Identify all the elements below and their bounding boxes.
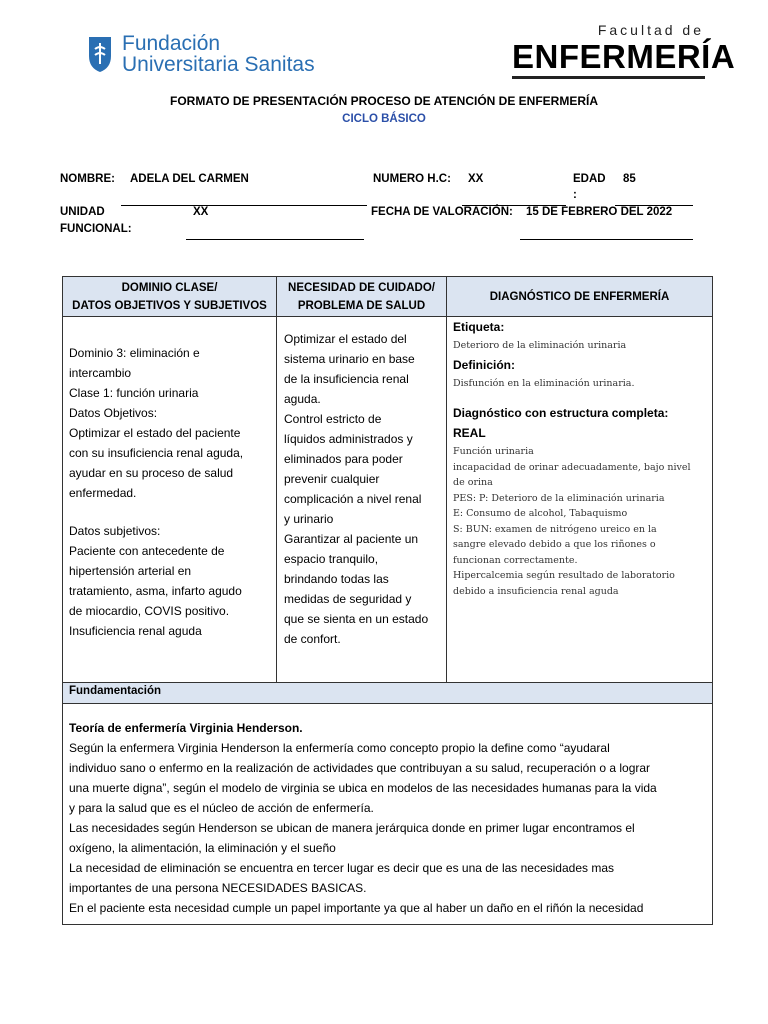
fundamentacion-body [63, 704, 713, 925]
fundamentacion-line: oxígeno, la alimentación, la eliminación y el sueño [69, 841, 336, 855]
fecha-value: 15 DE FEBRERO DEL 2022 [526, 206, 673, 218]
definicion-label: Definición: [453, 357, 515, 372]
header-dominio-line2: DATOS OBJETIVOS Y SUBJETIVOS [72, 299, 267, 312]
necesidad-line: sistema urinario en base [284, 352, 415, 366]
dominio-line: enfermedad. [69, 486, 137, 500]
fundamentacion-header-row [63, 683, 713, 704]
unidad-label-line1: UNIDAD [60, 206, 105, 218]
cell-dominio [63, 317, 277, 683]
dominio-line: Insuficiencia renal aguda [69, 624, 202, 638]
fundamentacion-line: una muerte digna”, según el modelo de virginia se ubica en modelos de las necesidades humanas para la vida [69, 781, 657, 795]
facultad-line2: ENFERMERÍA [512, 38, 736, 75]
diagnostico-line: de orina [453, 477, 493, 488]
dominio-line: Clase 1: función urinaria [69, 386, 199, 400]
fundamentacion-line: En el paciente esta necesidad cumple un papel importante ya que al haber un daño en el riñón la necesidad [69, 901, 644, 915]
necesidad-line: eliminados para poder [284, 452, 403, 466]
fundamentacion-line: Teoría de enfermería Virginia Henderson. [69, 721, 303, 735]
document-title: FORMATO DE PRESENTACIÓN PROCESO DE ATENCIÓN DE ENFERMERÍA [169, 94, 599, 108]
diagnostico-line: Función urinaria [453, 446, 534, 457]
necesidad-line: y urinario [284, 512, 334, 526]
nombre-value: ADELA DEL CARMEN [130, 173, 249, 185]
necesidad-line: brindando todas las [284, 572, 389, 586]
diagnostico-line: incapacidad de orinar adecuadamente, bajo nivel [453, 461, 691, 473]
necesidad-line: aguda. [284, 392, 321, 406]
etiqueta-label: Etiqueta: [453, 320, 505, 334]
header-diagnostico: DIAGNÓSTICO DE ENFERMERÍA [447, 277, 713, 317]
header-necesidad-line1: NECESIDAD DE CUIDADO/ [288, 281, 435, 294]
fundamentacion-line: La necesidad de eliminación se encuentra en tercer lugar es decir que es una de las necesidades mas [69, 861, 615, 875]
unidad-value: XX [193, 206, 209, 218]
header-necesidad-line2: PROBLEMA DE SALUD [297, 299, 426, 312]
edad-label: EDAD [573, 173, 606, 185]
spacer [69, 503, 272, 521]
care-plan-table [62, 276, 713, 925]
fundamentacion-body-row [63, 704, 713, 925]
diagnostico-line: funcionan correctamente. [453, 554, 578, 566]
fundamentacion-line: individuo sano o enfermo en la realización de actividades que contribuyan a su salud, recuperación o a lograr [69, 761, 651, 775]
facultad-line1: Facultad de [597, 22, 704, 38]
dominio-line: tratamiento, asma, infarto agudo [69, 584, 242, 598]
dominio-line: ayudar en su proceso de salud [69, 466, 234, 480]
necesidad-line: Optimizar el estado del [284, 332, 407, 346]
diagnostico-tipo: REAL [453, 426, 486, 440]
necesidad-line: Control estricto de [284, 412, 382, 426]
fundamentacion-line: y para la salud que es el núcleo de acción de enfermería. [69, 801, 374, 815]
header-necesidad [277, 277, 447, 317]
necesidad-line: espacio tranquilo, [284, 552, 379, 566]
diagnostico-line: PES: P: Deterioro de la eliminación urinaria [453, 492, 665, 504]
table-body-row [63, 317, 713, 683]
edad-colon: : [573, 189, 577, 201]
estructura-label: Diagnóstico con estructura completa: [453, 406, 669, 420]
diagnostico-line: sangre elevado debido a que los riñones o [453, 539, 656, 550]
unidad-label-line2: FUNCIONAL: [60, 223, 132, 235]
nombre-label: NOMBRE: [60, 173, 115, 185]
fundacion-logo [84, 30, 344, 80]
fundacion-line2: Universitaria Sanitas [122, 53, 315, 76]
etiqueta-value: Deterioro de la eliminación urinaria [453, 340, 627, 351]
necesidad-line: complicación a nivel renal [284, 492, 422, 506]
cell-diagnostico [447, 317, 713, 683]
diagnostico-line: debido a insuficiencia renal aguda [453, 585, 619, 597]
fundamentacion-line: Las necesidades según Henderson se ubican de manera jerárquica donde en primer lugar encontramos el [69, 821, 635, 835]
definicion-value: Disfunción en la eliminación urinaria. [453, 377, 635, 389]
cell-necesidad [277, 317, 447, 683]
fundamentacion-header: Fundamentación [63, 683, 713, 704]
fundamentacion-line: importantes de una persona NECESIDADES BASICAS. [69, 881, 367, 895]
dominio-line: intercambio [69, 366, 132, 380]
facultad-logo [512, 22, 736, 82]
hc-label: NUMERO H.C: [373, 173, 451, 185]
document-subtitle: CICLO BÁSICO [342, 113, 426, 125]
necesidad-line: medidas de seguridad y [284, 592, 412, 606]
nombre-underline [121, 205, 367, 206]
necesidad-line: de la insuficiencia renal [284, 372, 409, 386]
hc-value: XX [468, 173, 484, 185]
necesidad-line: que se sienta en un estado [284, 612, 429, 626]
fecha-underline [520, 239, 693, 240]
edad-value: 85 [623, 173, 636, 185]
dominio-line: Datos Objetivos: [69, 406, 158, 420]
necesidad-line: prevenir cualquier [284, 472, 380, 486]
diagnostico-line: S: BUN: examen de nitrógeno ureico en la [453, 523, 657, 535]
table-header-row [63, 277, 713, 317]
dominio-line: de miocardio, COVIS positivo. [69, 604, 230, 618]
header-dominio [63, 277, 277, 317]
shield-logo-icon [86, 34, 114, 74]
diagnostico-line: Hipercalcemia según resultado de laboratorio [453, 570, 675, 581]
dominio-line: Optimizar el estado del paciente [69, 426, 241, 440]
fecha-label: FECHA DE VALORACIÓN: [371, 206, 513, 218]
diagnostico-line: E: Consumo de alcohol, Tabaquismo [453, 508, 628, 519]
dominio-line: Dominio 3: eliminación e [69, 346, 200, 360]
dominio-line: Paciente con antecedente de [69, 544, 225, 558]
necesidad-line: Garantizar al paciente un [284, 532, 419, 546]
necesidad-line: líquidos administrados y [284, 432, 413, 446]
necesidad-line: de confort. [284, 632, 341, 646]
dominio-line: con su insuficiencia renal aguda, [69, 446, 244, 460]
header-dominio-line1: DOMINIO CLASE/ [121, 281, 218, 294]
fundamentacion-line: Según la enfermera Virginia Henderson la enfermería como concepto propio la define como “ayudaral [69, 741, 610, 755]
dominio-line: hipertensión arterial en [69, 564, 192, 578]
dominio-line: Datos subjetivos: [69, 524, 161, 538]
fundacion-line1: Fundación [122, 32, 221, 55]
facultad-underline [512, 76, 705, 79]
unidad-underline [186, 239, 364, 240]
